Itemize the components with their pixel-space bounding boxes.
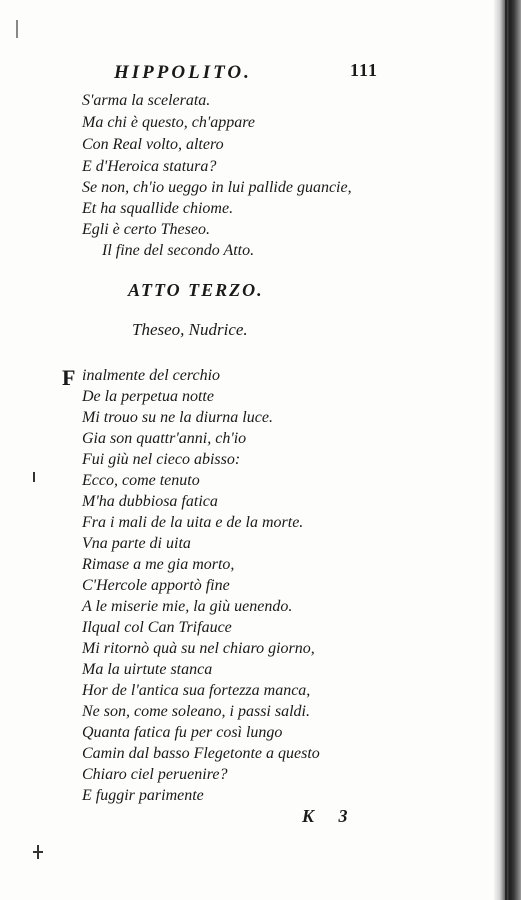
verse-line: Ma la uirtute stanca bbox=[82, 661, 213, 678]
verse-line: A le miserie mie, la giù uenendo. bbox=[82, 598, 293, 615]
act-end-note: Il fine del secondo Atto. bbox=[102, 242, 255, 259]
margin-mark bbox=[16, 20, 18, 38]
verse-line: E d'Heroica statura? bbox=[82, 158, 217, 175]
margin-mark bbox=[33, 472, 35, 482]
page-number: 111 bbox=[350, 60, 379, 80]
verse-line: Camin dal basso Flegetonte a questo bbox=[82, 745, 320, 762]
margin-mark bbox=[33, 851, 43, 853]
binding-gutter bbox=[493, 0, 521, 900]
verse-line: S'arma la scelerata. bbox=[82, 92, 211, 109]
running-head: HIPPOLITO. bbox=[114, 62, 252, 83]
verse-line: Fra i mali de la uita e de la morte. bbox=[82, 514, 304, 531]
verse-line: Fui giù nel cieco abisso: bbox=[82, 451, 241, 468]
verse-line: Ne son, come soleano, i passi saldi. bbox=[82, 703, 310, 720]
signature-mark: K 3 bbox=[302, 806, 358, 826]
verse-line: E fuggir parimente bbox=[82, 787, 204, 804]
verse-line: Chiaro ciel peruenire? bbox=[82, 766, 228, 783]
speaker-names: Theseo, Nudrice. bbox=[132, 320, 248, 339]
verse-line: inalmente del cerchio bbox=[82, 367, 221, 384]
verse-line: Vna parte di uita bbox=[82, 535, 191, 552]
verse-line: De la perpetua notte bbox=[82, 388, 214, 405]
verse-line: Ilqual col Can Trifauce bbox=[82, 619, 232, 636]
verse-line: Gia son quattr'anni, ch'io bbox=[82, 430, 247, 447]
verse-line: M'ha dubbiosa fatica bbox=[82, 493, 218, 510]
binding-edge-line bbox=[505, 0, 507, 900]
verse-line: Mi trouo su ne la diurna luce. bbox=[82, 409, 273, 426]
verse-line: Hor de l'antica sua fortezza manca, bbox=[82, 682, 311, 699]
verse-line: Egli è certo Theseo. bbox=[82, 221, 210, 238]
verse-line: Et ha squallide chiome. bbox=[82, 200, 234, 217]
act-title: ATTO TERZO. bbox=[128, 280, 264, 300]
verse-line: Rimase a me gia morto, bbox=[82, 556, 235, 573]
verse-line: Mi ritornò quà su nel chiaro giorno, bbox=[82, 640, 315, 657]
verse-line: Se non, ch'io ueggo in lui pallide guancie, bbox=[82, 179, 352, 196]
drop-cap: F bbox=[62, 365, 76, 390]
verse-line: Quanta fatica fu per così lungo bbox=[82, 724, 283, 741]
verse-line: Ma chi è questo, ch'appare bbox=[82, 114, 256, 131]
verse-line: Ecco, come tenuto bbox=[82, 472, 200, 489]
verse-line: C'Hercole apportò fine bbox=[82, 577, 230, 594]
verse-line: Con Real volto, altero bbox=[82, 136, 224, 153]
